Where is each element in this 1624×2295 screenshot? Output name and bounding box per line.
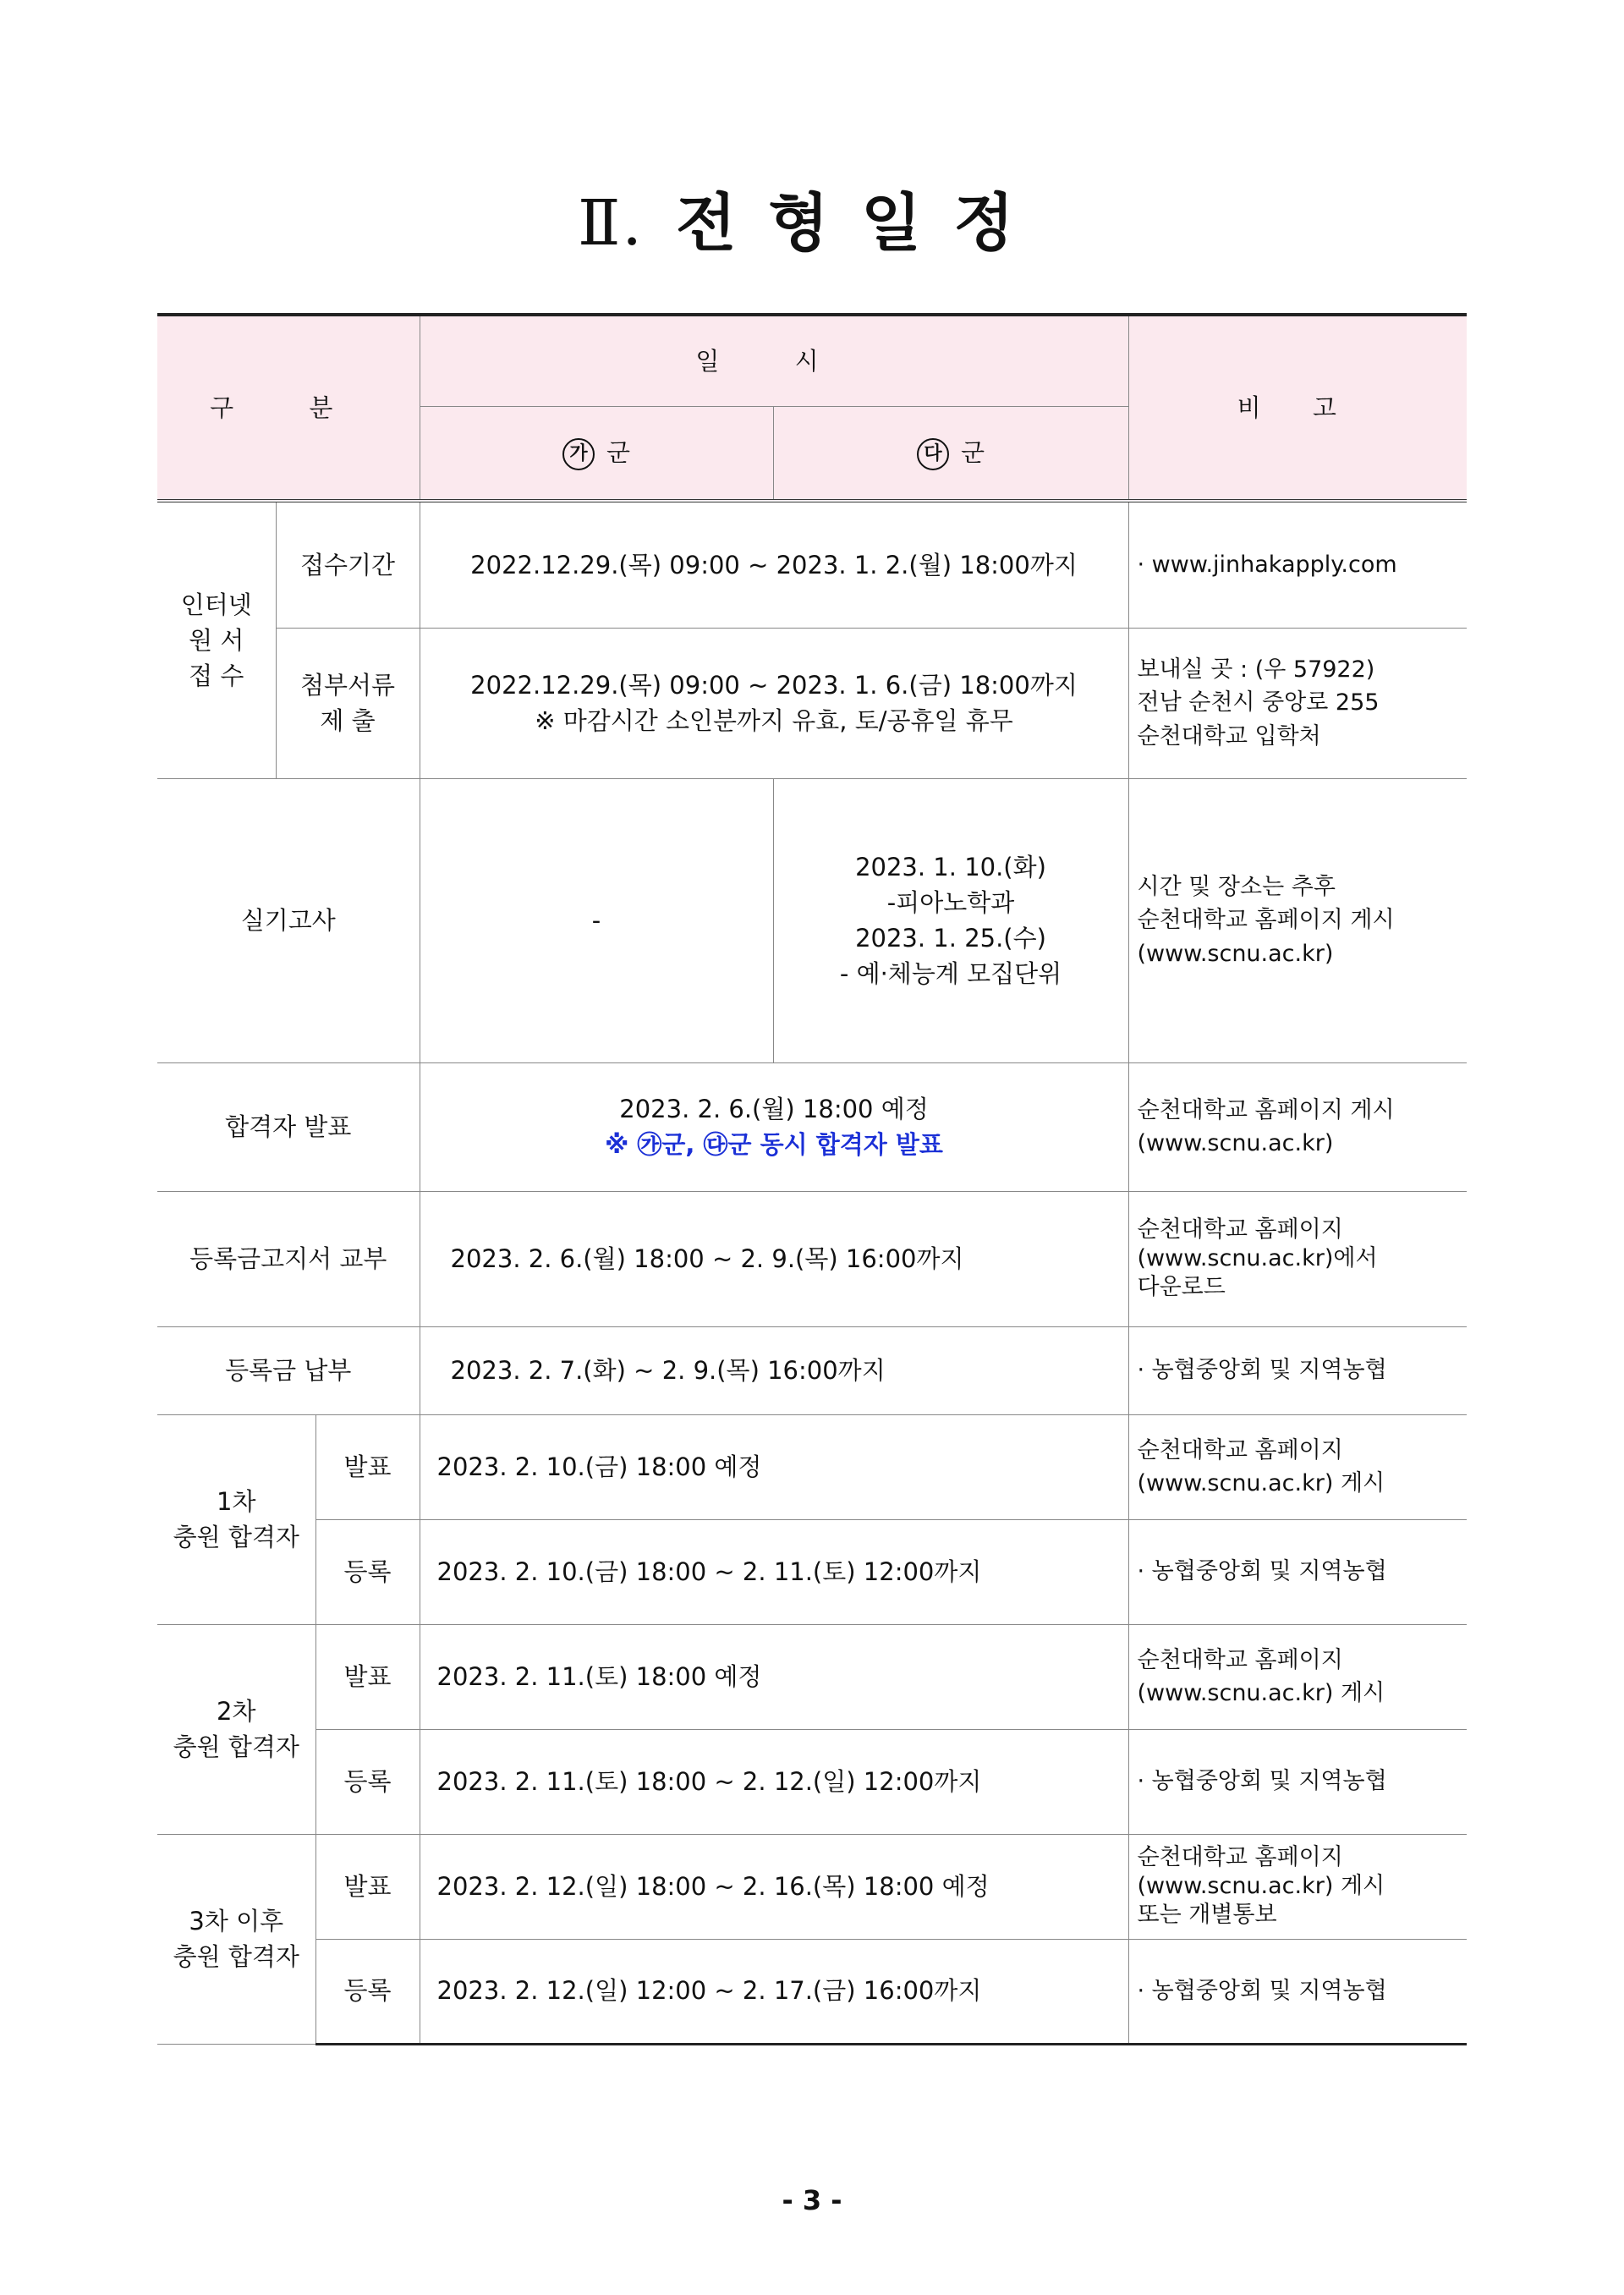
circled-da-icon: 다 bbox=[917, 438, 949, 470]
reception-period-date: 2022.12.29.(목) 09:00 ~ 2023. 1. 2.(월) 18:00까지 bbox=[420, 501, 1128, 628]
documents-remark: 보내실 곳 : (우 57922) 전남 순천시 중앙로 255 순천대학교 입학처 bbox=[1128, 628, 1467, 778]
extra3-label: 3차 이후 충원 합격자 bbox=[157, 1834, 315, 2044]
section-title: 전형일정 bbox=[675, 187, 1046, 260]
header-category: 구 분 bbox=[157, 315, 420, 501]
table-row bbox=[157, 628, 1467, 778]
header-remarks: 비 고 bbox=[1128, 315, 1467, 501]
extra3-register-date: 2023. 2. 12.(일) 12:00 ~ 2. 17.(금) 16:00까지 bbox=[420, 1939, 1128, 2044]
extra2-announce-date: 2023. 2. 11.(토) 18:00 예정 bbox=[420, 1624, 1128, 1729]
practical-exam-label: 실기고사 bbox=[157, 778, 420, 1062]
extra1-register-date: 2023. 2. 10.(금) 18:00 ~ 2. 11.(토) 12:00까지 bbox=[420, 1519, 1128, 1624]
table-row bbox=[157, 778, 1467, 1062]
extra3-announce-label: 발표 bbox=[315, 1834, 420, 1939]
extra3-register-label: 등록 bbox=[315, 1939, 420, 2044]
table-row bbox=[157, 1062, 1467, 1191]
extra2-announce-remark: 순천대학교 홈페이지 (www.scnu.ac.kr) 게시 bbox=[1128, 1624, 1467, 1729]
section-number: Ⅱ. bbox=[578, 187, 644, 260]
tuition-notice-label: 등록금고지서 교부 bbox=[157, 1191, 420, 1326]
announcement-cell bbox=[420, 1062, 1128, 1191]
tuition-payment-label: 등록금 납부 bbox=[157, 1326, 420, 1414]
extra2-announce-label: 발표 bbox=[315, 1624, 420, 1729]
table-row bbox=[157, 1414, 1467, 1519]
extra2-register-label: 등록 bbox=[315, 1729, 420, 1834]
extra1-register-label: 등록 bbox=[315, 1519, 420, 1624]
extra1-announce-label: 발표 bbox=[315, 1414, 420, 1519]
announcement-label: 합격자 발표 bbox=[157, 1062, 420, 1191]
table-row bbox=[157, 501, 1467, 628]
reception-remark: · www.jinhakapply.com bbox=[1128, 501, 1467, 628]
reception-period-label: 접수기간 bbox=[276, 501, 420, 628]
page-number: - 3 - bbox=[782, 2184, 842, 2216]
announcement-remark: 순천대학교 홈페이지 게시 (www.scnu.ac.kr) bbox=[1128, 1062, 1467, 1191]
header-group-ga: 가 군 bbox=[420, 406, 773, 501]
announcement-note: ※ ㉮군, ㉰군 동시 합격자 발표 bbox=[605, 1130, 943, 1159]
table-row bbox=[157, 1191, 1467, 1326]
extra2-register-remark: · 농협중앙회 및 지역농협 bbox=[1128, 1729, 1467, 1834]
extra3-announce-date: 2023. 2. 12.(일) 18:00 ~ 2. 16.(목) 18:00 예정 bbox=[420, 1834, 1128, 1939]
table-row bbox=[157, 1834, 1467, 1939]
circled-ga-icon: 가 bbox=[562, 438, 595, 470]
internet-apply-label: 인터넷 원 서 접 수 bbox=[157, 501, 276, 778]
header-group-da: 다 군 bbox=[773, 406, 1128, 501]
tuition-payment-date: 2023. 2. 7.(화) ~ 2. 9.(목) 16:00까지 bbox=[420, 1326, 1128, 1414]
header-datetime: 일 시 bbox=[420, 315, 1128, 406]
extra1-announce-remark: 순천대학교 홈페이지 (www.scnu.ac.kr) 게시 bbox=[1128, 1414, 1467, 1519]
practical-exam-remark: 시간 및 장소는 추후 순천대학교 홈페이지 게시 (www.scnu.ac.kr) bbox=[1128, 778, 1467, 1062]
page-title bbox=[0, 173, 1624, 263]
practical-exam-da: 2023. 1. 10.(화) -피아노학과 2023. 1. 25.(수) - 예·체능계 모집단위 bbox=[773, 778, 1128, 1062]
extra2-label: 2차 충원 합격자 bbox=[157, 1624, 315, 1834]
tuition-notice-remark: 순천대학교 홈페이지 (www.scnu.ac.kr)에서 다운로드 bbox=[1128, 1191, 1467, 1326]
extra1-announce-date: 2023. 2. 10.(금) 18:00 예정 bbox=[420, 1414, 1128, 1519]
extra1-register-remark: · 농협중앙회 및 지역농협 bbox=[1128, 1519, 1467, 1624]
documents-label: 첨부서류 제 출 bbox=[276, 628, 420, 778]
table-row bbox=[157, 1624, 1467, 1729]
extra1-label: 1차 충원 합격자 bbox=[157, 1414, 315, 1624]
table-row bbox=[157, 1519, 1467, 1624]
extra3-register-remark: · 농협중앙회 및 지역농협 bbox=[1128, 1939, 1467, 2044]
table-row bbox=[157, 1939, 1467, 2044]
documents-date: 2022.12.29.(목) 09:00 ~ 2023. 1. 6.(금) 18:00까지 ※ 마감시간 소인분까지 유효, 토/공휴일 휴무 bbox=[420, 628, 1128, 778]
tuition-payment-remark: · 농협중앙회 및 지역농협 bbox=[1128, 1326, 1467, 1414]
practical-exam-ga: - bbox=[420, 778, 773, 1062]
announcement-date: 2023. 2. 6.(월) 18:00 예정 bbox=[619, 1094, 929, 1123]
table-row bbox=[157, 1326, 1467, 1414]
extra2-register-date: 2023. 2. 11.(토) 18:00 ~ 2. 12.(일) 12:00까지 bbox=[420, 1729, 1128, 1834]
schedule-table bbox=[157, 313, 1467, 2045]
tuition-notice-date: 2023. 2. 6.(월) 18:00 ~ 2. 9.(목) 16:00까지 bbox=[420, 1191, 1128, 1326]
table-row bbox=[157, 1729, 1467, 1834]
extra3-announce-remark: 순천대학교 홈페이지 (www.scnu.ac.kr) 게시 또는 개별통보 bbox=[1128, 1834, 1467, 1939]
